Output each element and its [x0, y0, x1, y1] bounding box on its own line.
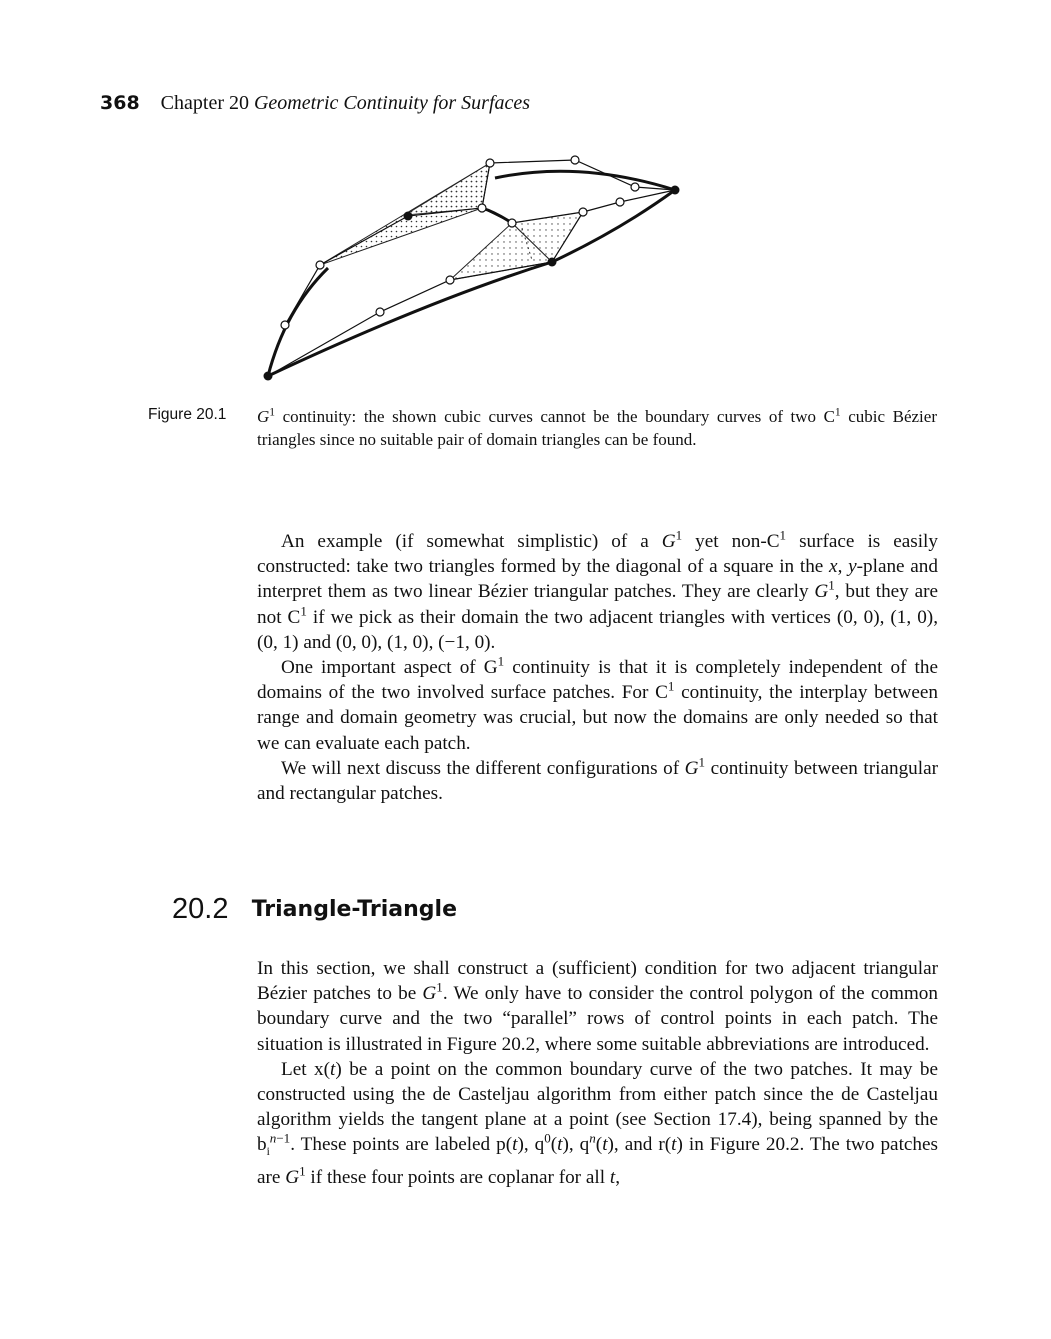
shaded-triangle-left-inner	[405, 163, 490, 215]
chapter-title: Geometric Continuity for Surfaces	[253, 92, 531, 114]
boundary-curve-left	[268, 268, 328, 376]
control-point-open	[631, 183, 639, 191]
paragraph: We will next discuss the different configurations of $G^1$ continuity between triangular and rectangular patches.	[257, 754, 938, 805]
control-point-open	[281, 321, 289, 329]
figure-label: Figure 20.1	[148, 406, 227, 423]
figure-20-1-diagram	[250, 150, 700, 390]
control-point-open	[571, 156, 579, 164]
control-point-open	[579, 208, 587, 216]
control-point-open	[508, 219, 516, 227]
control-point-open	[616, 198, 624, 206]
intro-text	[257, 529, 938, 806]
boundary-curve-outer-top	[495, 171, 675, 190]
paragraph: One important aspect of $G^1$ continuity is that it is completely independent of the domains of the two involved surface patches. For $C^1$ continuity, the interplay between range and domain geometry was crucial, but now the domains are only needed so that we can evaluate each patch.	[257, 653, 939, 754]
running-header	[100, 92, 530, 115]
control-point-open	[376, 308, 384, 316]
page-number: 368	[100, 92, 140, 114]
control-point-filled	[264, 372, 273, 381]
boundary-curve-common	[268, 190, 675, 376]
section-heading	[172, 893, 457, 926]
paragraph: Let x(t) be a point on the common boundary curve of the two patches. It may be constructed using the de Casteljau algorithm from either patch since the de Casteljau algorithm yields the tangent plane at a point (see Section 17.4), being spanned by the $b_i^{n-1}$. These points are labeled p(t), $q^0(t)$, $q^n(t)$, and r(t) in Figure 20.2. The two patches are $G^1$ if these four points are coplanar for all t,	[257, 1058, 938, 1189]
section-text	[257, 956, 938, 1191]
control-point-filled	[404, 212, 413, 221]
control-point-open	[446, 276, 454, 284]
figure-caption: $G^1$ continuity: the shown cubic curves cannot be the boundary curves of two $C^1$ cubic Bézier triangles since no suitable pair of domain triangles can be found.	[257, 405, 937, 449]
control-point-filled	[671, 186, 680, 195]
chapter-label: Chapter 20	[160, 92, 249, 114]
paragraph: An example (if somewhat simplistic) of a $G^1$ yet non-$C^1$ surface is easily constructed: take two triangles formed by the diagonal of a square in the x, y-plane and interpret them as two linear Bézier triangular patches. They are clearly $G^1$, but they are not $C^1$ if we pick as their domain the two adjacent triangles with vertices (0, 0), (1, 0), (0, 1) and (0, 0), (1, 0), (−1, 0).	[257, 527, 939, 653]
paragraph: In this section, we shall construct a (sufficient) condition for two adjacent triangular Bézier patches to be $G^1$. We only have to consider the control polygon of the common boundary curve and the two “parallel” rows of control points in each patch. The situation is illustrated in Figure 20.2, where some suitable abbreviations are introduced.	[257, 958, 938, 1055]
control-point-open	[486, 159, 494, 167]
control-point-open	[478, 204, 486, 212]
control-point-filled	[548, 258, 557, 267]
section-number: 20.2	[172, 893, 229, 925]
section-title: Triangle-Triangle	[251, 897, 457, 922]
control-point-open	[316, 261, 324, 269]
control-polygon-bottom	[268, 262, 552, 376]
